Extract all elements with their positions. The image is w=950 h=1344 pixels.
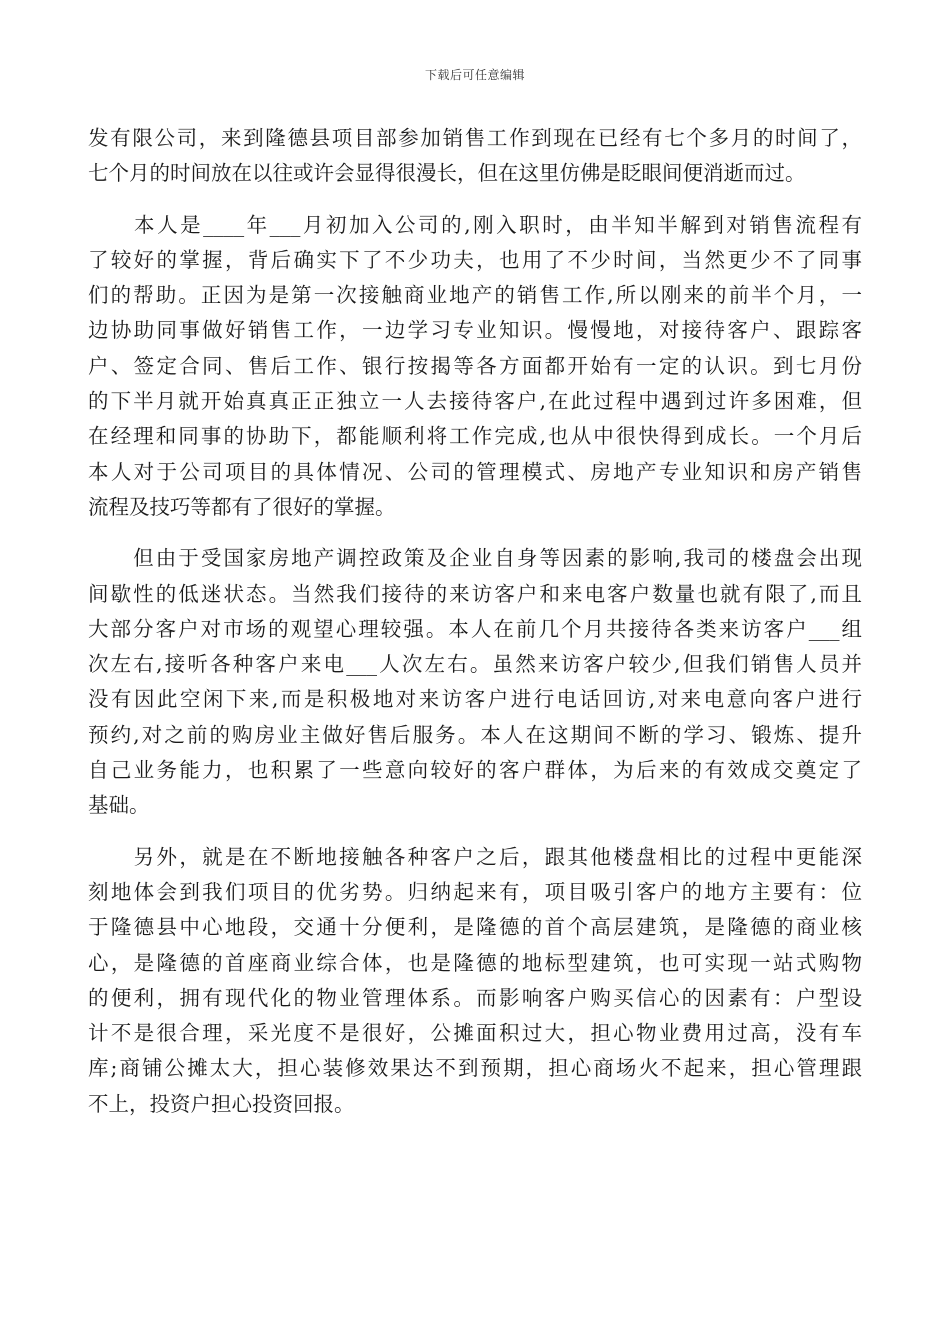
text-line: 的便利，拥有现代化的物业管理体系。而影响客户购买信心的因素有：户型设 (88, 985, 862, 1010)
text-line: 边协助同事做好销售工作，一边学习专业知识。慢慢地，对接待客户、跟踪客 (88, 318, 862, 343)
paragraph-4 (88, 840, 862, 1122)
paragraph-1 (88, 121, 862, 192)
text-line: 于隆德县中心地段，交通十分便利，是隆德的首个高层建筑，是隆德的商业核 (88, 915, 862, 940)
text-line: 间歇性的低迷状态。当然我们接待的来访客户和来电客户数量也就有限了,而且 (88, 581, 862, 606)
text-line: 流程及技巧等都有了很好的掌握。 (88, 494, 396, 519)
page-header: 下载后可任意编辑 (424, 68, 525, 82)
text-line: 刻地体会到我们项目的优劣势。归纳起来有，项目吸引客户的地方主要有：位 (88, 879, 862, 904)
text-line: 七个月的时间放在以往或许会显得很漫长，但在这里仿佛是眨眼间便消逝而过。 (88, 161, 806, 186)
paragraph-2 (88, 208, 862, 526)
text-line: 心，是隆德的首座商业综合体，也是隆德的地标型建筑，也可实现一站式购物 (88, 950, 862, 975)
text-line: 基础。 (88, 793, 150, 818)
text-line: 们的帮助。正因为是第一次接触商业地产的销售工作,所以刚来的前半个月，一 (88, 283, 862, 308)
text-line: 次左右,接听各种客户来电___人次左右。虽然来访客户较少,但我们销售人员并 (88, 652, 862, 677)
text-line: 另外，就是在不断地接触各种客户之后，跟其他楼盘相比的过程中更能深 (88, 844, 862, 869)
text-line: 预约,对之前的购房业主做好售后服务。本人在这期间不断的学习、锻炼、提升 (88, 722, 862, 747)
text-line: 本人是____年___月初加入公司的,刚入职时，由半知半解到对销售流程有 (88, 212, 862, 237)
text-line: 的下半月就开始真真正正独立一人去接待客户,在此过程中遇到过许多困难，但 (88, 389, 862, 414)
text-line: 计不是很合理，采光度不是很好，公摊面积过大，担心物业费用过高，没有车 (88, 1021, 862, 1046)
text-line: 了较好的掌握，背后确实下了不少功夫，也用了不少时间，当然更少不了同事 (88, 247, 862, 272)
text-line: 库;商铺公摊太大，担心装修效果达不到预期，担心商场火不起来，担心管理跟 (88, 1056, 862, 1081)
text-line: 本人对于公司项目的具体情况、公司的管理模式、房地产专业知识和房产销售 (88, 459, 862, 484)
text-line: 户、签定合同、售后工作、银行按揭等各方面都开始有一定的认识。到七月份 (88, 353, 862, 378)
text-line: 自己业务能力，也积累了一些意向较好的客户群体，为后来的有效成交奠定了 (88, 758, 862, 783)
text-line: 不上，投资户担心投资回报。 (88, 1091, 355, 1116)
text-line: 没有因此空闲下来,而是积极地对来访客户进行电话回访,对来电意向客户进行 (88, 687, 862, 712)
paragraph-3 (88, 541, 862, 823)
text-line: 但由于受国家房地产调控政策及企业自身等因素的影响,我司的楼盘会出现 (88, 546, 862, 571)
text-line: 大部分客户对市场的观望心理较强。本人在前几个月共接待各类来访客户___组 (88, 616, 862, 641)
text-line: 在经理和同事的协助下，都能顺利将工作完成,也从中很快得到成长。一个月后 (88, 424, 862, 449)
document-body (88, 121, 862, 1122)
text-line: 发有限公司，来到隆德县项目部参加销售工作到现在已经有七个多月的时间了， (88, 126, 862, 150)
